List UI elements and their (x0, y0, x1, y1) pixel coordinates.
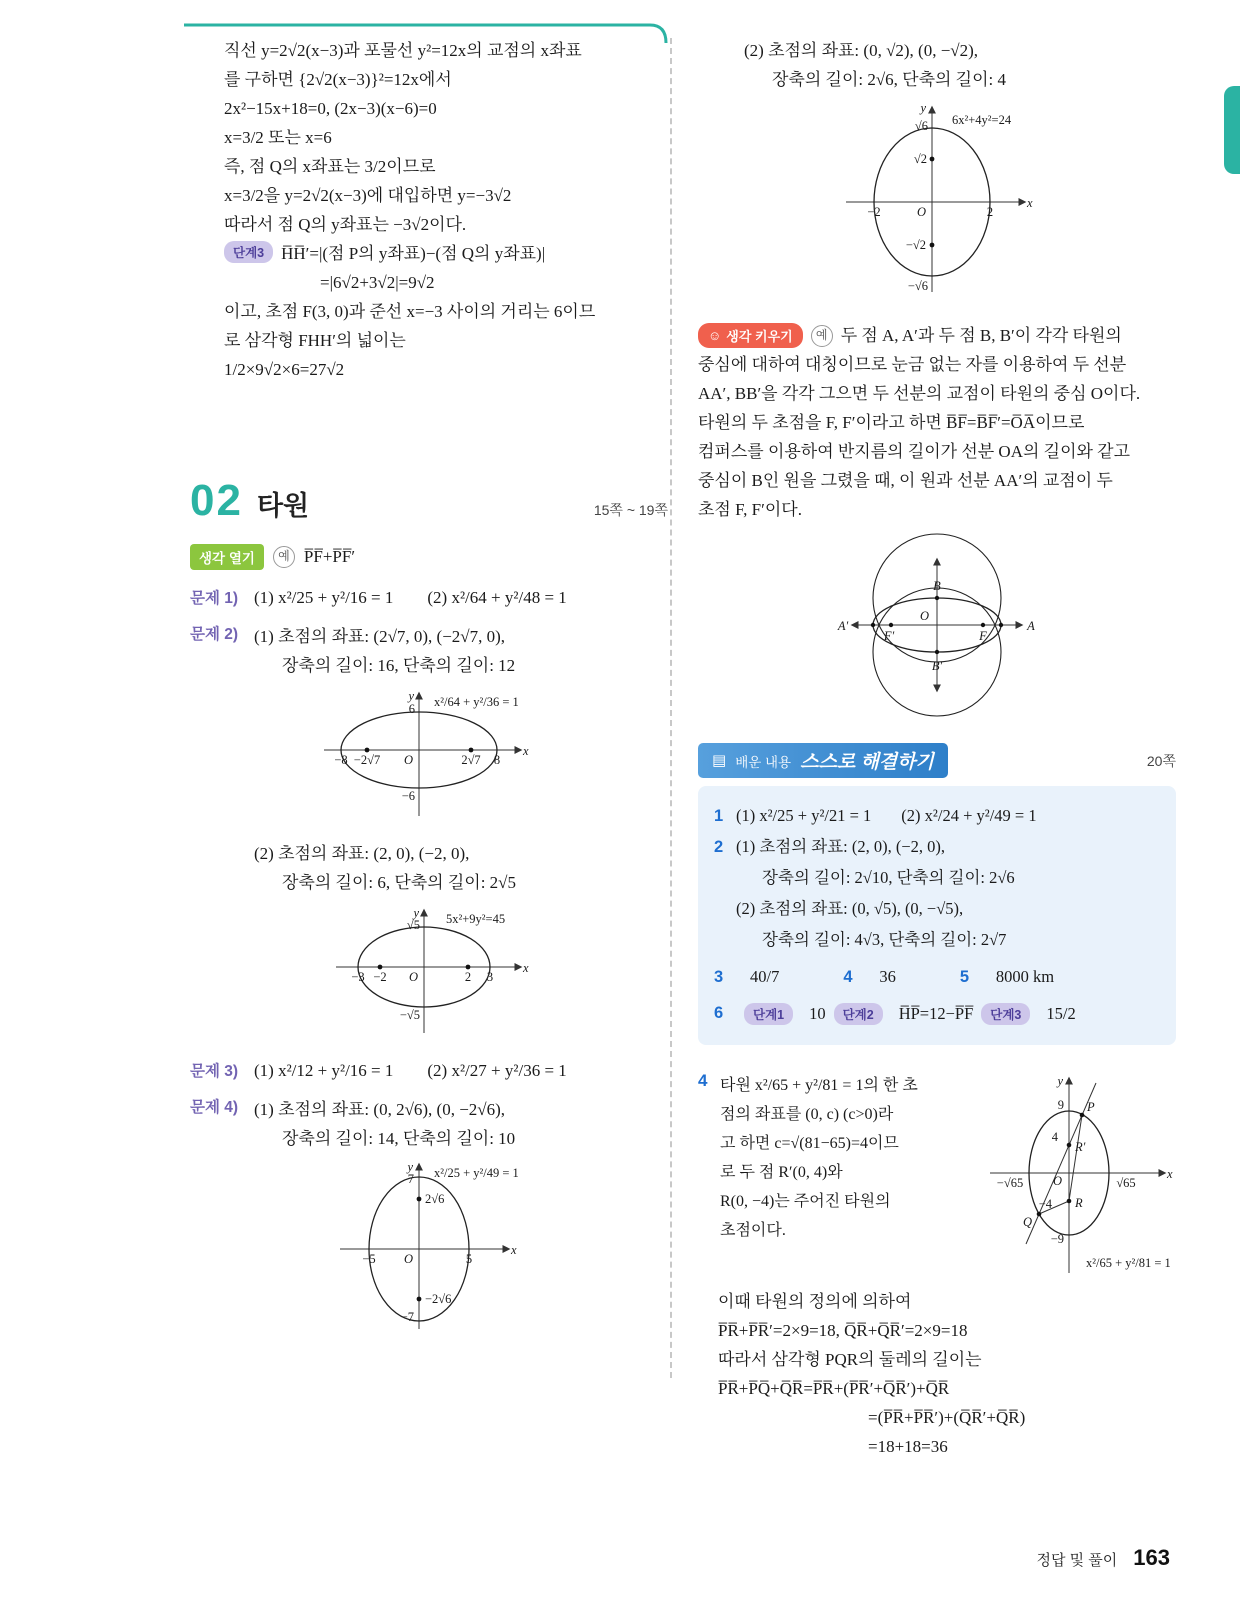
origin-label: O (403, 1252, 413, 1266)
focus-dot (417, 1297, 422, 1302)
point-Q (1037, 1212, 1042, 1217)
answer-number: 1 (714, 807, 724, 825)
answer-line: 장축의 길이: 6, 단축의 길이: 2√5 (282, 873, 516, 892)
answer-equation: (1) x²/25 + y²/16 = 1 (254, 588, 394, 607)
explanation-line: 두 점 A, A′과 두 점 B, B′이 각각 타원의 (840, 326, 1122, 345)
solution-line: 이고, 초점 F(3, 0)과 준선 x=−3 사이의 거리는 6이므 (224, 302, 596, 321)
y-intercept-label: −√5 (399, 1008, 420, 1022)
focus-dot (469, 748, 474, 753)
y-intercept-label: 9 (1057, 1098, 1064, 1112)
ellipse-graph-problem2-1 (314, 686, 544, 824)
answer-line: 장축의 길이: 14, 단축의 길이: 10 (282, 1129, 516, 1148)
answer-value: 40/7 (750, 967, 780, 986)
y-intercept-label: √6 (914, 119, 928, 133)
book-icon: ▤ (712, 753, 727, 769)
example-circle-icon: 예 (811, 325, 833, 347)
focus-label: 2 (464, 970, 472, 984)
x-axis-label: x (523, 961, 529, 975)
section-title: 타원 (256, 491, 310, 521)
focus-F (981, 623, 985, 627)
label-B: B (933, 579, 941, 593)
focus-label: −2√7 (353, 753, 381, 767)
problem-1-label: 문제 1) (190, 590, 239, 607)
ellipse-graph-problem4 (324, 1159, 534, 1337)
focus-label: 2√7 (461, 753, 481, 767)
focus-R-prime (1067, 1143, 1072, 1148)
y-axis-label: y (1057, 1074, 1063, 1088)
label-P: P (1087, 1100, 1095, 1114)
solution-line: 따라서 점 Q의 y좌표는 −3√2이다. (224, 215, 467, 234)
point-A (999, 623, 1003, 627)
solution-line: =18+18=36 (868, 1437, 948, 1456)
self-solve-body (698, 786, 1176, 1045)
answer-line: 장축의 길이: 4√3, 단축의 길이: 2√7 (762, 930, 1007, 949)
answer-number: 3 (714, 968, 724, 986)
answer-group (714, 961, 779, 992)
ellipse-graph-problem2-1-wrap (190, 686, 668, 829)
answer-value: 36 (879, 967, 896, 986)
answer-value: 8000 km (995, 967, 1055, 986)
focus-F-prime (889, 623, 893, 627)
answer-number: 2 (714, 838, 724, 856)
focus-label: √2 (913, 152, 927, 166)
y-axis-label: y (413, 906, 419, 920)
think-grow-first-line (698, 321, 1176, 350)
y-intercept-label: −7 (400, 1310, 414, 1324)
problem-1-row (190, 583, 668, 612)
x-tick-label: 8 (493, 753, 501, 767)
answer-line: (2) 초점의 좌표: (2, 0), (−2, 0), (254, 844, 470, 863)
self-solve-box (698, 743, 1176, 1045)
solution-line: 초점이다. (720, 1222, 786, 1239)
problem-2-answer-2 (254, 839, 668, 897)
page-footer (860, 1545, 1170, 1571)
solution-line: 점의 좌표를 (0, c) (c>0)라 (720, 1106, 894, 1123)
solution-line: 타원 x²/65 + y²/81 = 1의 한 초 (720, 1077, 918, 1094)
label-O: O (919, 609, 929, 623)
answer-value: 15/2 (1046, 1004, 1076, 1023)
point-B-prime (935, 650, 939, 654)
answer-equation: (1) x²/12 + y²/16 = 1 (254, 1061, 394, 1080)
ellipse-graph-problem2-2-wrap (190, 903, 668, 1046)
origin-label: O (1052, 1174, 1062, 1188)
x-axis-label: x (1167, 1167, 1173, 1181)
chapter-edge-tab (1224, 86, 1240, 174)
y-intercept-label: 7 (407, 1172, 414, 1186)
right-column (698, 36, 1176, 1461)
problem-2-label: 문제 2) (190, 626, 239, 643)
answer-line: (1) 초점의 좌표: (2√7, 0), (−2√7, 0), (254, 627, 506, 646)
label-F: F (979, 629, 987, 643)
y-intercept-label: √5 (406, 918, 420, 932)
origin-label: O (403, 753, 413, 767)
question-4-continued (718, 1287, 1176, 1461)
solution-block (224, 36, 668, 384)
answer-line: 장축의 길이: 2√10, 단축의 길이: 2√6 (762, 868, 1015, 887)
answer-equation: (2) x²/27 + y²/36 = 1 (427, 1061, 567, 1080)
answer-group (960, 961, 1054, 992)
explanation-line: 컴퍼스를 이용하여 반지름의 길이가 선분 OA의 길이와 같고 (698, 442, 1131, 461)
question-number: 4 (698, 1071, 708, 1090)
ellipse-equation: 6x²+4y²=24 (952, 113, 1012, 127)
solution-line: 로 삼각형 FHH′의 넓이는 (224, 331, 406, 350)
ellipse-equation: 5x²+9y²=45 (446, 912, 506, 926)
x-tick-label: −√65 (996, 1176, 1024, 1190)
left-column (190, 36, 668, 1352)
column-divider (670, 38, 672, 1378)
x-tick-label: 5 (465, 1252, 473, 1266)
x-tick-label: 2 (986, 205, 994, 219)
answer-line: (2) 초점의 좌표: (0, √2), (0, −√2), (744, 41, 979, 60)
solution-line: 를 구하면 {2√2(x−3)}²=12x에서 (224, 70, 452, 89)
label-R-prime: R′ (1075, 1140, 1086, 1154)
explanation-line: AA′, BB′을 각각 그으면 두 선분의 교점이 타원의 중심 O이다. (698, 384, 1141, 403)
label-Q: Q (1022, 1215, 1032, 1229)
point-A-prime (871, 623, 875, 627)
y-intercept-label: −9 (1050, 1232, 1064, 1246)
box-answer-row (714, 862, 1160, 893)
focus-dot (930, 243, 935, 248)
page-number: 163 (1133, 1545, 1170, 1570)
box-answer-row (714, 800, 1160, 831)
step-3-badge: 단계3 (224, 241, 273, 263)
think-grow-badge-label: 생각 키우기 (726, 329, 793, 344)
problem-4-answer (254, 1095, 515, 1153)
y-intercept-label: −√6 (907, 279, 928, 293)
answer-line: 장축의 길이: 2√6, 단축의 길이: 4 (772, 70, 1006, 89)
answer-value: H̅P̅=12−P̅F̅ (898, 1004, 974, 1023)
explanation-line: 초점 F, F′이다. (698, 500, 802, 519)
face-icon: ☺ (708, 328, 722, 343)
label-R: R (1075, 1196, 1083, 1210)
solution-line: 직선 y=2√2(x−3)과 포물선 y²=12x의 교점의 x좌표 (224, 41, 582, 60)
answer-line: (1) 초점의 좌표: (0, 2√6), (0, −2√6), (254, 1100, 506, 1119)
ellipse-graph-problem2-2 (324, 903, 534, 1041)
label-A-prime: A′ (837, 619, 849, 633)
focus-label: 2√6 (425, 1192, 445, 1206)
focus-dot (466, 965, 471, 970)
answer-line: 장축의 길이: 16, 단축의 길이: 12 (282, 656, 516, 675)
explanation-line: 중심이 B인 원을 그렸을 때, 이 원과 선분 AA′의 교점이 두 (698, 471, 1113, 490)
x-tick-label: √65 (1116, 1176, 1136, 1190)
question-4-text (720, 1071, 974, 1283)
answer-equation: (2) x²/64 + y²/48 = 1 (427, 588, 567, 607)
step-1-badge: 단계1 (744, 1003, 793, 1025)
self-solve-header (698, 743, 948, 778)
segment-RP (1069, 1115, 1082, 1201)
solution-line: =(P̅R̅+P̅R̅′)+(Q̅R̅′+Q̅R̅) (868, 1408, 1026, 1427)
think-open-row (190, 542, 668, 571)
focus-dot (417, 1197, 422, 1202)
solution-line: R(0, −4)는 주어진 타원의 (720, 1193, 891, 1210)
ellipse-equation: x²/65 + y²/81 = 1 (1086, 1256, 1171, 1270)
solution-line: =|6√2+3√2|=9√2 (320, 273, 435, 292)
problem-2-row (190, 622, 668, 680)
problem-4-row (190, 1095, 668, 1153)
answer-value: 10 (809, 1004, 826, 1023)
y-axis-label: y (920, 101, 926, 115)
answer-group (843, 961, 896, 992)
x-axis-label: x (1027, 196, 1033, 210)
focus-construction-diagram (817, 530, 1057, 720)
problem-4-label: 문제 4) (190, 1099, 239, 1116)
focus-value-label: 4 (1051, 1130, 1058, 1144)
answer-2-block (698, 36, 1176, 94)
self-solve-page-ref: 20쪽 (1146, 752, 1176, 769)
label-F-prime: F′ (883, 629, 895, 643)
section-header (190, 476, 668, 526)
solution-line: H̅H̅′=|(점 P의 y좌표)−(점 Q의 y좌표)| (281, 244, 546, 263)
answer-line: (2) 초점의 좌표: (0, √5), (0, −√5), (736, 899, 964, 918)
solution-line: x=3/2을 y=2√2(x−3)에 대입하면 y=−3√2 (224, 186, 512, 205)
answer-equation: (1) x²/25 + y²/21 = 1 (736, 806, 872, 825)
box-answer-row (714, 831, 1160, 862)
section-number: 02 (190, 476, 243, 525)
x-tick-label: 3 (486, 970, 494, 984)
y-axis-label: y (408, 689, 414, 703)
x-tick-label: −2 (867, 205, 881, 219)
example-circle-icon: 예 (273, 546, 295, 568)
step-3-badge: 단계3 (981, 1003, 1030, 1025)
think-open-badge: 생각 열기 (190, 544, 264, 570)
focus-dot (378, 965, 383, 970)
section-page-range: 15쪽 ~ 19쪽 (593, 502, 668, 518)
problem-3-label: 문제 3) (190, 1063, 239, 1080)
label-B-prime: B′ (931, 659, 943, 673)
box-answer-row (714, 893, 1160, 924)
ellipse-equation: x²/64 + y²/36 = 1 (434, 695, 519, 709)
solution-line: 로 두 점 R′(0, 4)와 (720, 1164, 843, 1181)
solution-line: 2x²−15x+18=0, (2x−3)(x−6)=0 (224, 99, 437, 118)
focus-label: −2 (373, 970, 387, 984)
solution-line: x=3/2 또는 x=6 (224, 128, 332, 147)
think-grow-badge (698, 323, 803, 348)
ellipse-graph-answer2-wrap (698, 100, 1176, 305)
origin-label: O (408, 970, 418, 984)
ellipse-graph-answer2 (832, 100, 1042, 300)
self-solve-header-row (698, 743, 1176, 778)
x-axis-label: x (523, 744, 529, 758)
x-axis-label: x (511, 1243, 517, 1257)
think-grow-block (698, 321, 1176, 524)
self-solve-tag: 배운 내용 (735, 754, 792, 770)
question-4-solution (698, 1071, 1176, 1283)
solution-line: 고 하면 c=√(81−65)=4이므 (720, 1135, 899, 1152)
solution-step-row (224, 239, 668, 268)
focus-dot (365, 748, 370, 753)
box-answer-row (714, 924, 1160, 955)
answer-equation: (2) x²/24 + y²/49 = 1 (901, 806, 1037, 825)
focus-label: −√2 (905, 238, 926, 252)
ellipse-equation: x²/25 + y²/49 = 1 (434, 1166, 519, 1180)
y-intercept-label: −6 (401, 789, 415, 803)
answer-line: (1) 초점의 좌표: (2, 0), (−2, 0), (736, 837, 946, 856)
point-P (1080, 1113, 1085, 1118)
box-answer-row (714, 998, 1160, 1029)
label-A: A (1027, 619, 1035, 633)
solution-line: P̅R̅+P̅Q̅+Q̅R̅=P̅R̅+(P̅R̅′+Q̅R̅′)+Q̅R̅ (718, 1379, 950, 1398)
y-axis-label: y (407, 1160, 413, 1174)
answer-number: 4 (843, 968, 853, 986)
step-2-badge: 단계2 (834, 1003, 883, 1025)
x-tick-label: −8 (334, 753, 348, 767)
solution-line: 이때 타원의 정의에 의하여 (718, 1292, 912, 1311)
answer-number: 6 (714, 1004, 724, 1022)
ellipse-graph-question4 (974, 1071, 1176, 1283)
point-B (935, 596, 939, 600)
x-tick-label: −3 (351, 970, 365, 984)
explanation-line: 타원의 두 초점을 F, F′이라고 하면 B̅F̅=B̅F̅′=O̅A̅이므로 (698, 413, 1085, 432)
explanation-line: 중심에 대하여 대칭이므로 눈금 없는 자를 이용하여 두 선분 (698, 355, 1127, 374)
ellipse-graph-problem4-wrap (190, 1159, 668, 1342)
solution-line: 1/2×9√2×6=27√2 (224, 360, 345, 379)
problem-2-answer (254, 622, 515, 680)
x-tick-label: −5 (362, 1252, 376, 1266)
footer-label: 정답 및 풀이 (1036, 1552, 1118, 1569)
answer-number: 5 (959, 968, 970, 986)
y-intercept-label: 6 (408, 702, 415, 716)
solution-line: 즉, 점 Q의 x좌표는 3/2이므로 (224, 157, 436, 176)
solution-line: 따라서 삼각형 PQR의 둘레의 길이는 (718, 1350, 982, 1369)
focus-value-label: −4 (1038, 1197, 1052, 1211)
focus-dot (930, 157, 935, 162)
problem-3-row (190, 1056, 668, 1085)
self-solve-title: 스스로 해결하기 (800, 752, 934, 773)
origin-label: O (916, 205, 926, 219)
focus-construction-diagram-wrap (698, 530, 1176, 725)
focus-R (1067, 1199, 1072, 1204)
answer-expression: P̅F̅+P̅F̅′ (303, 547, 356, 566)
box-answer-row (714, 961, 1160, 992)
focus-label: −2√6 (425, 1292, 452, 1306)
solution-line: P̅R̅+P̅R̅′=2×9=18, Q̅R̅+Q̅R̅′=2×9=18 (718, 1321, 968, 1340)
